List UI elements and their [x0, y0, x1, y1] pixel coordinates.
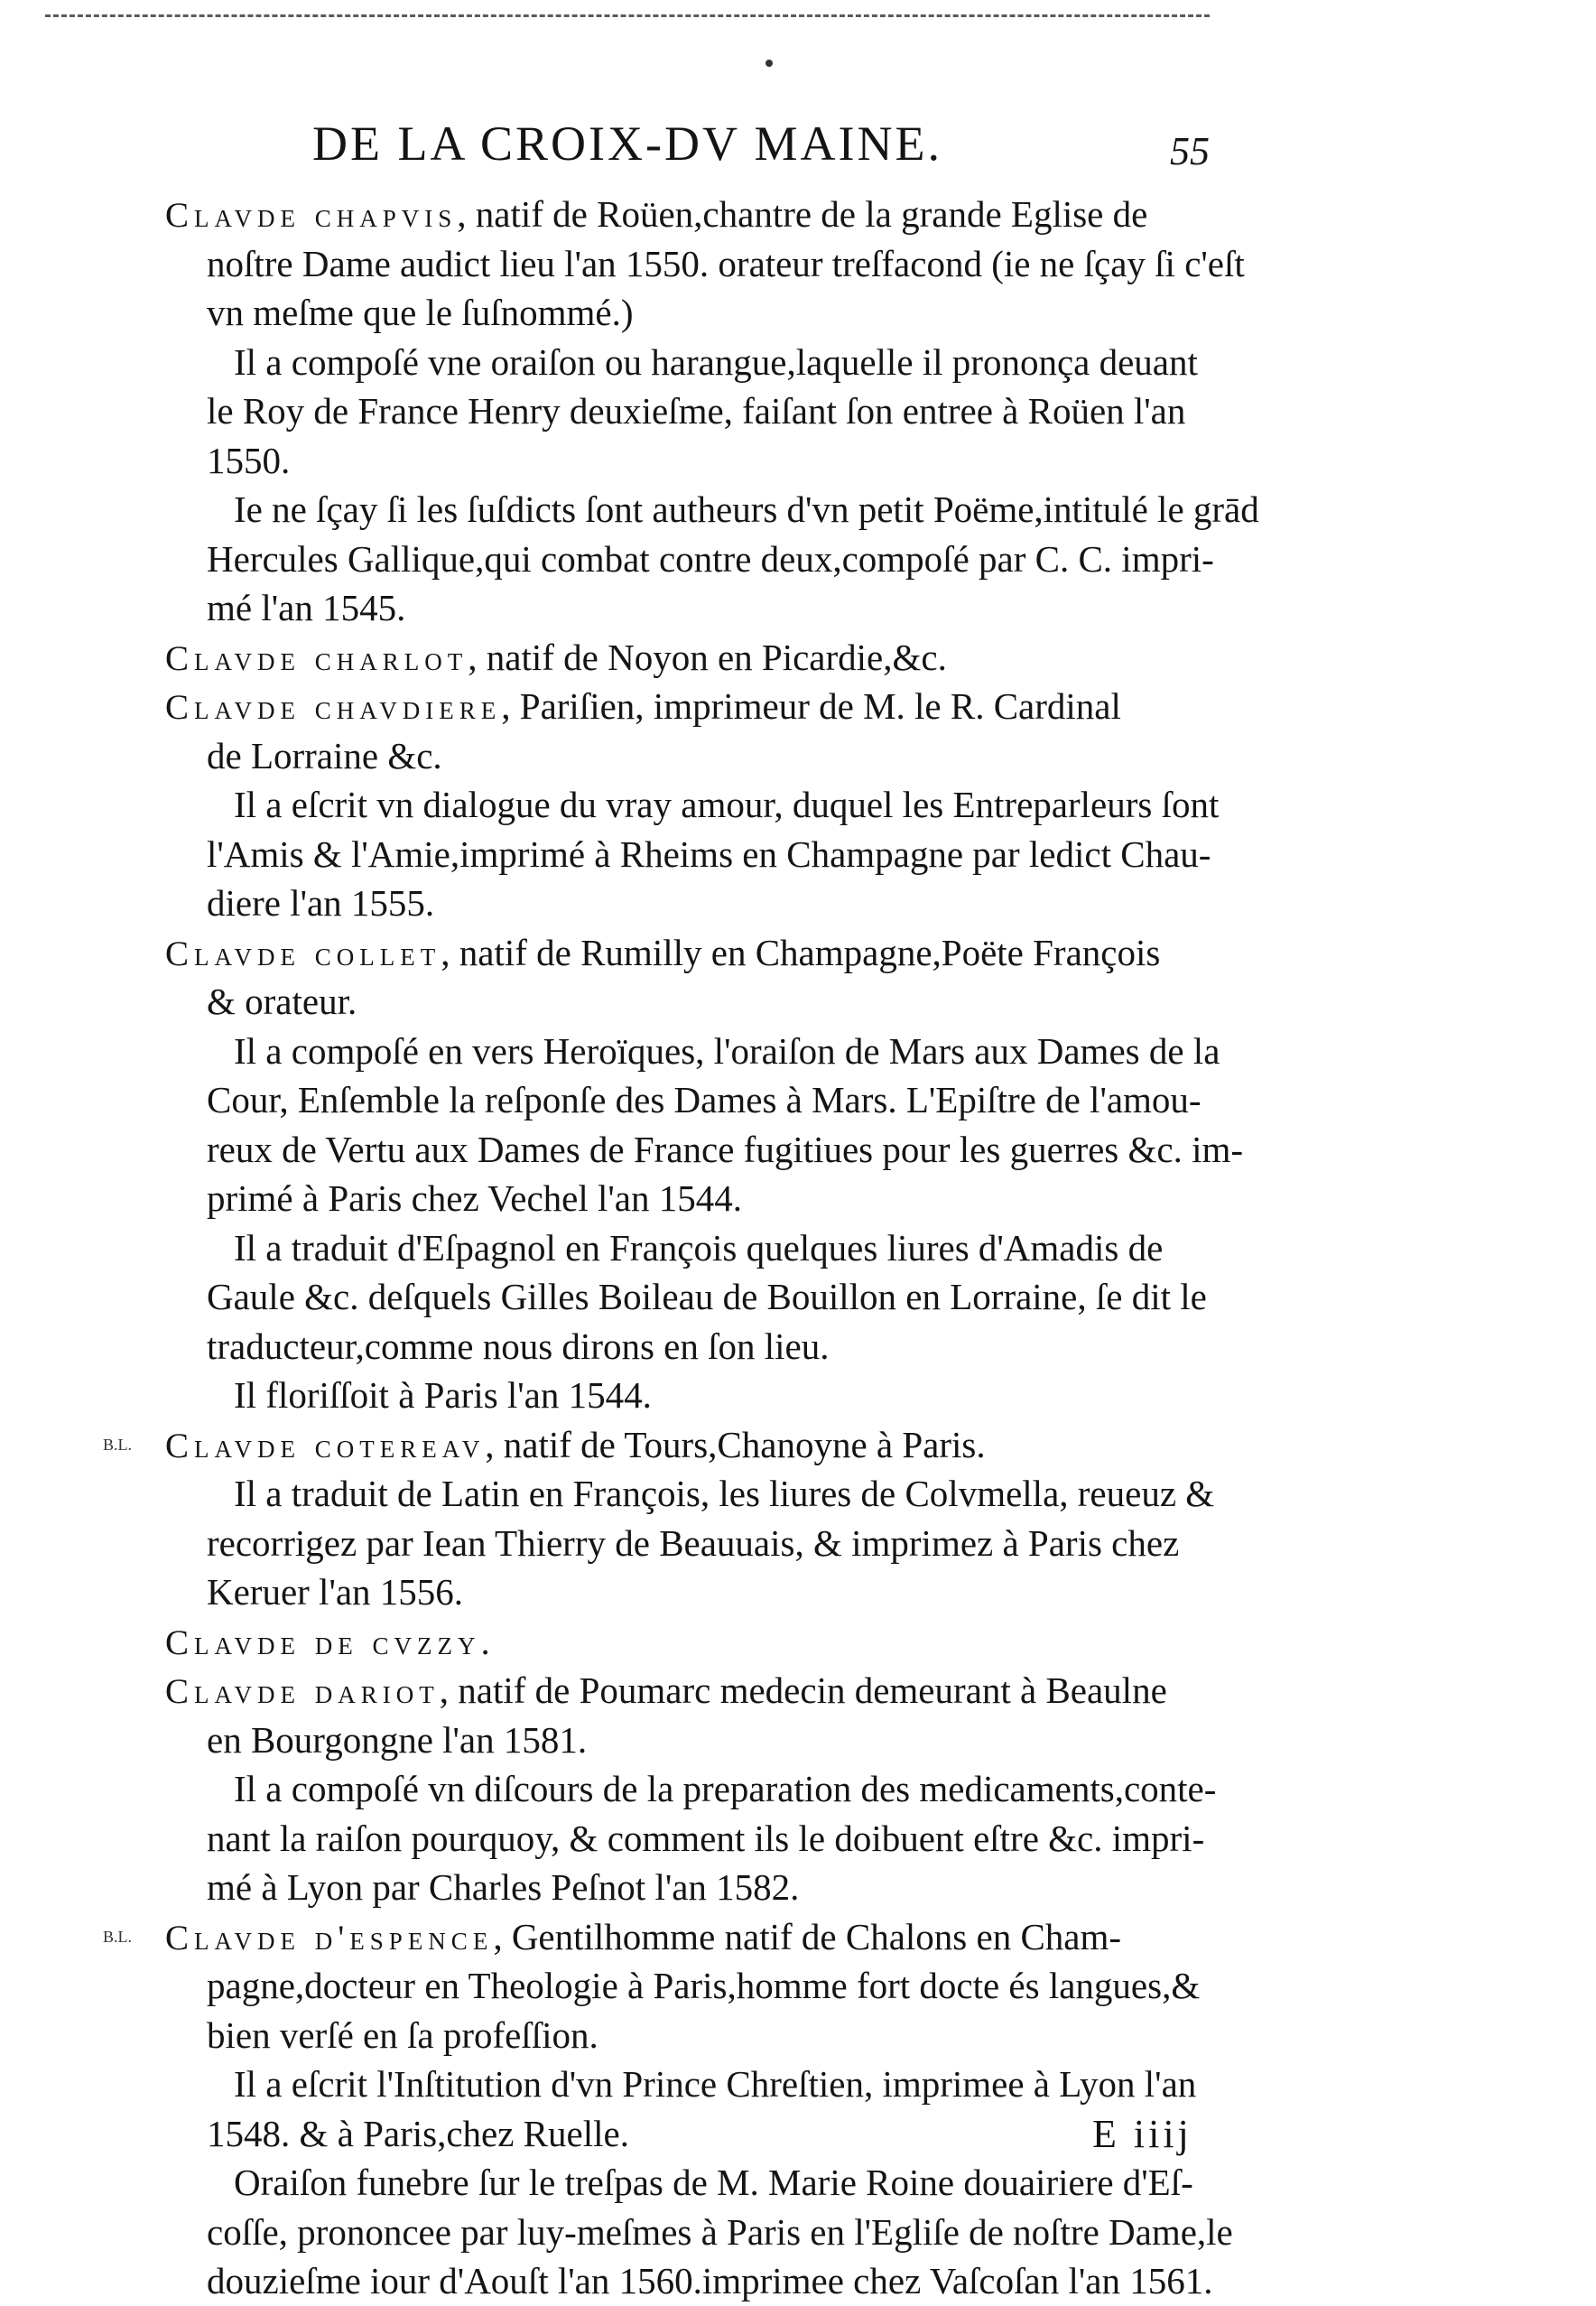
entry-line: Ie ne ſçay ſi les ſuſdicts ſont autheurs d'vn petit Poëme,intitulé le grād: [234, 488, 1259, 530]
entry-heading: Clavde charlot: [165, 638, 469, 678]
ink-dot: [766, 60, 773, 67]
entry-line: noſtre Dame audict lieu l'an 1550. orateur treſfacond (ie ne ſçay ſi c'eſt: [207, 242, 1245, 284]
entry-line: diere l'an 1555.: [207, 882, 435, 924]
entry-line: B.L. Clavde d'espence, Gentilhomme natif de Chalons en Cham-: [165, 1912, 1285, 1962]
entry-heading: Clavde collet: [165, 934, 441, 973]
entry-line: Il a compoſé vn diſcours de la preparation des medicaments,conte-: [234, 1768, 1217, 1809]
entry-line: 1548. & à Paris,chez Ruelle.: [207, 2112, 629, 2154]
running-title: DE LA CROIX-DV MAINE.: [312, 116, 942, 171]
entry-line: Clavde chapvis, natif de Roüen,chantre de la grande Eglise de: [165, 193, 1148, 235]
entry-line: Clavde charlot, natif de Noyon en Picardie,&c.: [165, 636, 947, 678]
entry-line: Clavde dariot, natif de Poumarc medecin demeurant à Beaulne: [165, 1669, 1167, 1711]
entry-line: Il a compoſé en vers Heroïques, l'oraiſon de Mars aux Dames de la: [234, 1029, 1220, 1072]
entry-line: Il a eſcrit vn dialogue du vray amour, duquel les Entreparleurs ſont: [234, 784, 1220, 825]
entry-line: Il a traduit de Latin en François, les liures de Colvmella, reueuz &: [234, 1473, 1215, 1514]
entry-line: Cour, Enſemble la reſponſe des Dames à Mars. L'Epiſtre de l'amou-: [207, 1079, 1202, 1120]
entry-line: douzieſme iour d'Aouſt l'an 1560.imprimee chez Vaſcoſan l'an 1561.: [207, 2260, 1213, 2301]
entry-line: Clavde collet, natif de Rumilly en Champagne,Poëte François: [165, 931, 1161, 973]
entry-heading: Clavde chavdiere: [165, 688, 502, 727]
entry-line: de Lorraine &c.: [207, 734, 442, 776]
entry-line: le Roy de France Henry deuxieſme, faiſant ſon entree à Roüen l'an: [207, 390, 1186, 432]
entry-line: mé l'an 1545.: [207, 587, 406, 628]
entry-line: Il a compoſé vne oraiſon ou harangue,laquelle il prononça deuant: [234, 340, 1198, 383]
entry-line: Clavde de cvzzy.: [165, 1620, 490, 1662]
entry-line: reux de Vertu aux Dames de France fugitiues pour les guerres &c. im-: [207, 1128, 1244, 1170]
entry-line: Gaule &c. deſquels Gilles Boileau de Bouillon en Lorraine, ſe dit le: [207, 1276, 1207, 1317]
entry-line: Oraiſon funebre ſur le treſpas de M. Marie Roine douairiere d'Eſ-: [234, 2162, 1193, 2203]
entry-line: l'Amis & l'Amie,imprimé à Rheims en Champagne par ledict Chau-: [207, 832, 1211, 875]
signature-mark: E iiij: [1092, 2112, 1192, 2156]
entry-line: mé à Lyon par Charles Peſnot l'an 1582.: [207, 1866, 800, 1908]
entry-line: Keruer l'an 1556.: [207, 1571, 464, 1613]
margin-note: B.L.: [103, 1435, 133, 1454]
entry-line: Clavde chavdiere, Pariſien, imprimeur de M. le R. Cardinal: [165, 685, 1121, 727]
margin-note: B.L.: [103, 1927, 133, 1946]
entry-heading: Clavde dariot: [165, 1672, 440, 1711]
entry-line: B.L. Clavde cotereav, natif de Tours,Chanoyne à Paris.: [165, 1420, 1285, 1470]
entry-line: vn meſme que le ſuſnommé.): [207, 292, 634, 333]
text-block: [103, 190, 1285, 2306]
entry-line: pagne,docteur en Theologie à Paris,homme fort docte és langues,&: [207, 1965, 1201, 2006]
entry-line: bien verſé en ſa profeſſion.: [207, 2013, 598, 2056]
entry-heading: Clavde chapvis: [165, 196, 458, 235]
entry-line: Il floriſſoit à Paris l'an 1544.: [234, 1374, 652, 1416]
entry-line: primé à Paris chez Vechel l'an 1544.: [207, 1177, 742, 1219]
entry-line: traducteur,comme nous dirons en ſon lieu.: [207, 1325, 830, 1367]
entry-heading: Clavde cotereav: [165, 1426, 486, 1465]
entry-line: recorrigez par Iean Thierry de Beauuais, & imprimez à Paris chez: [207, 1521, 1180, 1564]
entry-line: coſſe, prononcee par luy-meſmes à Paris en l'Egliſe de noſtre Dame,le: [207, 2210, 1233, 2253]
entry-line: & orateur.: [207, 981, 357, 1022]
entry-line: en Bourgongne l'an 1581.: [207, 1718, 588, 1761]
entry-heading: Clavde de cvzzy: [165, 1623, 481, 1662]
entry-line: nant la raiſon pourquoy, & comment ils le doibuent eſtre &c. impri-: [207, 1817, 1205, 1859]
entry-line: Il a eſcrit l'Inſtitution d'vn Prince Chreſtien, imprimee à Lyon l'an: [234, 2063, 1197, 2105]
page-header: [153, 116, 1210, 188]
top-border-rule: [45, 14, 1210, 17]
entry-line: 1550.: [207, 439, 291, 481]
entry-line: Hercules Gallique,qui combat contre deux,compoſé par C. C. impri-: [207, 537, 1214, 580]
page-number: 55: [1170, 129, 1210, 173]
entry-line: Il a traduit d'Eſpagnol en François quelques liures d'Amadis de: [234, 1226, 1164, 1269]
entry-heading: Clavde d'espence: [165, 1918, 494, 1957]
